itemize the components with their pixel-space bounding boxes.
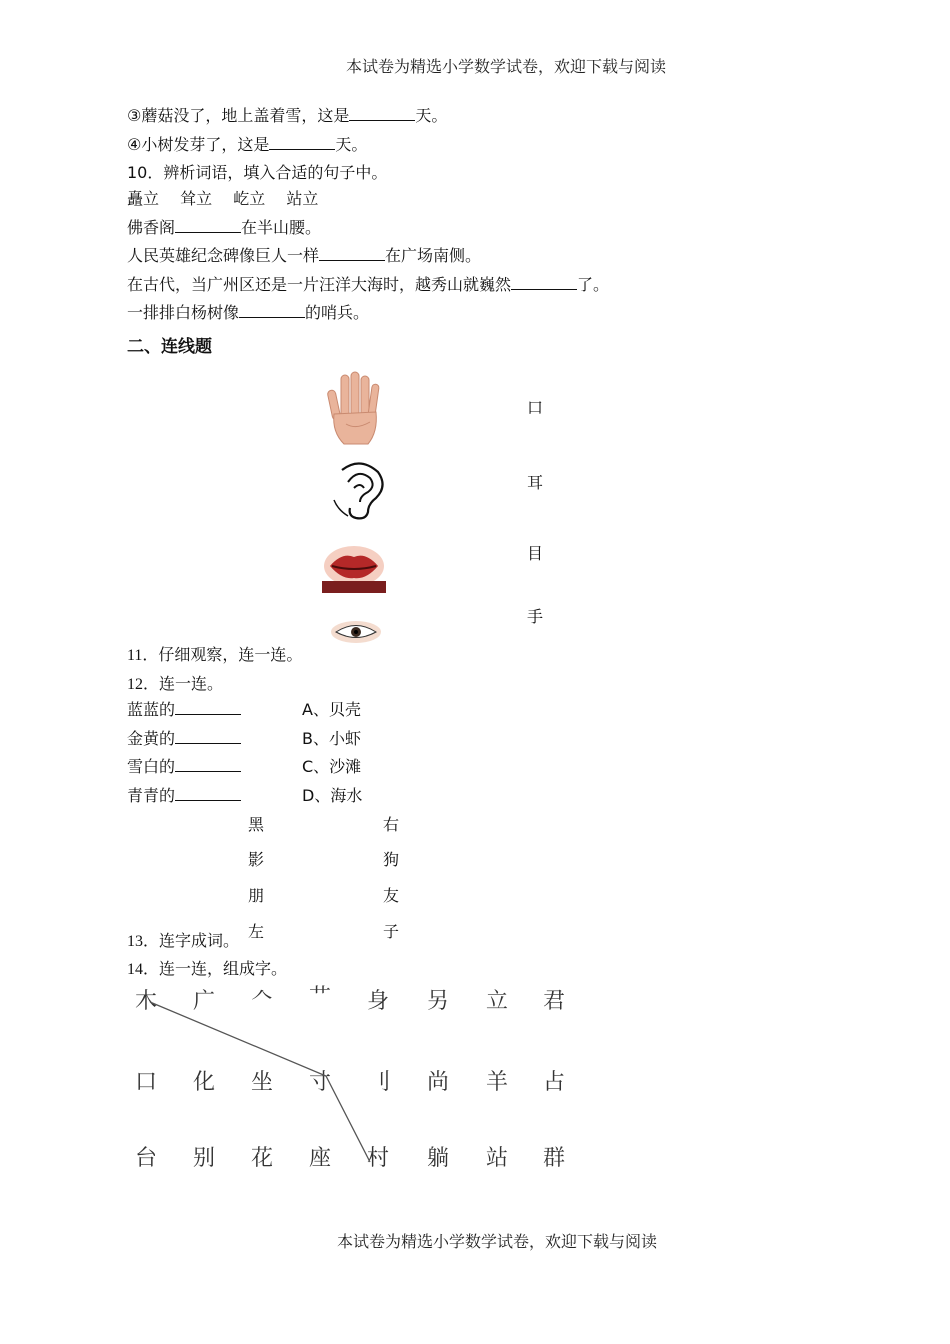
q14-r1-c2[interactable]: 广 xyxy=(193,989,216,1014)
q14-r3-c5[interactable]: 村 xyxy=(367,1146,390,1171)
q14-r1-c3[interactable]: 𠆢 xyxy=(251,985,274,1010)
q9-item-3-suffix: 天。 xyxy=(415,106,448,125)
q14-r3-c4[interactable]: 座 xyxy=(309,1146,332,1171)
q14-r1-c4[interactable]: 艹 xyxy=(309,985,332,1010)
section-title-matching: 二、连线题 xyxy=(127,337,212,357)
q14-r1-c5[interactable]: 身 xyxy=(367,989,390,1014)
q14-r2-c5[interactable]: 刂 xyxy=(369,1070,392,1095)
q14-r3-c3[interactable]: 花 xyxy=(251,1146,274,1171)
q14-r2-c8[interactable]: 占 xyxy=(543,1070,566,1095)
q11-char-eye: 目 xyxy=(527,544,544,563)
q10-s2-prefix: 人民英雄纪念碑像巨人一样 xyxy=(127,246,320,265)
q9-item-3-prefix: ③蘑菇没了，地上盖着雪，这是 xyxy=(127,106,350,125)
q10-s4-prefix: 一排排白杨树像 xyxy=(127,303,240,322)
q10-word-3: 屹立 xyxy=(233,189,266,208)
q10-word-2: 耸立 xyxy=(180,189,213,208)
q12-left-3-label: 雪白的 xyxy=(127,757,176,776)
q10-word-1: 矗立 xyxy=(127,189,160,208)
q13-title: 13．连字成词。 xyxy=(127,933,240,950)
q10-word-4: 站立 xyxy=(286,189,319,208)
q14-r3-c2[interactable]: 别 xyxy=(193,1146,216,1171)
q9-item-4-suffix: 天。 xyxy=(335,135,368,154)
q10-s3-suffix: 了。 xyxy=(577,275,610,294)
q13-left-3: 朋 xyxy=(248,886,265,905)
q11-char-hand: 手 xyxy=(527,607,544,626)
q14-r2-c6[interactable]: 尚 xyxy=(427,1070,450,1095)
q14-r3-c1[interactable]: 台 xyxy=(135,1146,158,1171)
q12-option-c: C、沙滩 xyxy=(302,757,362,776)
q14-r1-c7[interactable]: 立 xyxy=(486,989,509,1014)
q11-char-ear: 耳 xyxy=(527,473,544,492)
q12-left-4-label: 青青的 xyxy=(127,786,176,805)
q10-s3-prefix: 在古代，当广州区还是一片汪洋大海时，越秀山就巍然 xyxy=(127,275,512,294)
q12-option-a: A、贝壳 xyxy=(302,700,361,719)
q14-r2-c2[interactable]: 化 xyxy=(193,1070,216,1095)
q14-r2-c4[interactable]: 寸 xyxy=(309,1070,332,1095)
q10-s1-prefix: 佛香阁 xyxy=(127,218,176,237)
q14-r3-c6[interactable]: 躺 xyxy=(427,1146,450,1171)
q10-s4-suffix: 的哨兵。 xyxy=(305,303,370,322)
q12-option-d: D、海水 xyxy=(302,786,363,805)
q14-r1-c6[interactable]: 另 xyxy=(427,989,450,1014)
q10-s2-suffix: 在广场南侧。 xyxy=(385,246,482,265)
q14-r3-c7[interactable]: 站 xyxy=(486,1146,509,1171)
q13-right-4: 子 xyxy=(383,922,400,941)
q12-left-1-label: 蓝蓝的 xyxy=(127,700,176,719)
q13-right-3: 友 xyxy=(383,886,400,905)
q9-item-4-prefix: ④小树发芽了，这是 xyxy=(127,135,270,154)
q13-right-1: 右 xyxy=(383,815,400,834)
q14-r1-c8[interactable]: 君 xyxy=(543,989,566,1014)
q14-title: 14．连一连，组成字。 xyxy=(127,961,288,978)
page-header: 本试卷为精选小学数学试卷，欢迎下载与阅读 xyxy=(346,57,667,76)
page-footer: 本试卷为精选小学数学试卷，欢迎下载与阅读 xyxy=(337,1232,658,1251)
q11-char-mouth: 口 xyxy=(527,398,544,417)
q14-r3-c8[interactable]: 群 xyxy=(543,1146,566,1171)
q14-r1-c1[interactable]: 木 xyxy=(135,989,158,1014)
q14-r2-c1[interactable]: 口 xyxy=(135,1070,158,1095)
q10-title: 10．辨析词语，填入合适的句子中。 xyxy=(127,163,388,182)
q13-left-4: 左 xyxy=(248,922,265,941)
q12-option-b: B、小虾 xyxy=(302,729,361,748)
q11-title: 11．仔细观察，连一连。 xyxy=(127,647,303,664)
q12-title: 12．连一连。 xyxy=(127,676,224,693)
q12-left-2-label: 金黄的 xyxy=(127,729,176,748)
q14-r2-c7[interactable]: 羊 xyxy=(486,1070,509,1095)
q13-left-1: 黑 xyxy=(248,815,265,834)
q13-left-2: 影 xyxy=(248,850,265,869)
q13-right-2: 狗 xyxy=(383,850,400,869)
q10-s1-suffix: 在半山腰。 xyxy=(241,218,322,237)
q14-r2-c3[interactable]: 坐 xyxy=(251,1070,274,1095)
